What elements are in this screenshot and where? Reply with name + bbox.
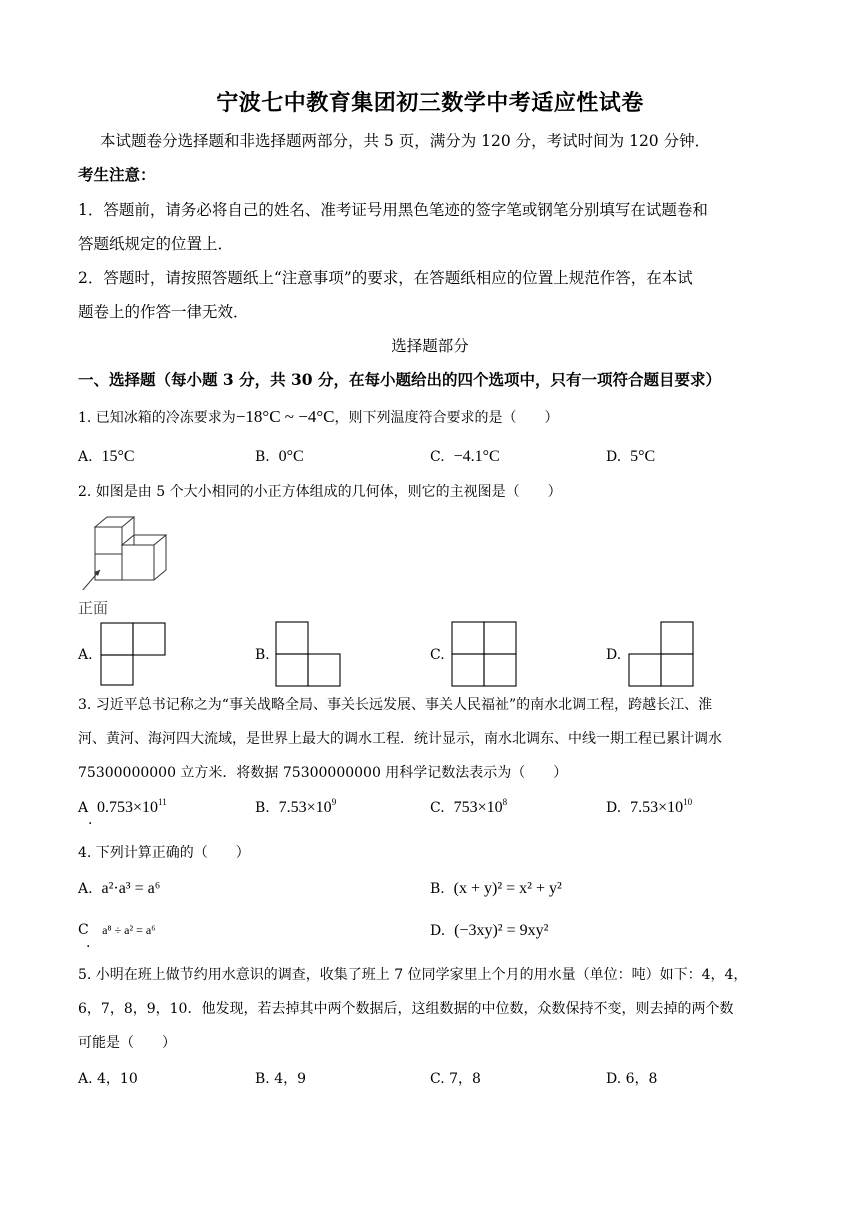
q1-option-d[interactable]: D. 5°C [606,448,656,465]
q2-option-a-label[interactable]: A. [78,647,93,663]
q5-option-c[interactable]: C. 7，8 [430,1071,481,1087]
q3-option-d[interactable]: D. $7.53\times 10^{10}$ [606,797,693,816]
question-5-line1: 5. 小明在班上做节约用水意识的调查，收集了班上 7 位同学家里上个月的用水量（单位：吨）如下：4，4， [78,967,748,983]
q2-option-d-figure[interactable] [628,621,696,687]
question-3-line1: 3. 习近平总书记称之为“事关战略全局、事关长远发展、事关人民福祉”的南水北调工程，跨越长江、淮 [78,697,713,713]
question-5-line2: 6，7，8，9，10．他发现，若去掉其中两个数据后，这组数据的中位数，众数保持不变，则去掉的两个数 [78,1001,734,1017]
notice-1-line1: 1．答题前，请务必将自己的姓名、准考证号用黑色笔迹的签字笔或钢笔分别填写在试题卷和 [78,201,708,219]
option-dot: . [86,935,91,951]
q3-option-b[interactable]: B. $7.53\times 10^9$ [255,797,337,816]
q2-option-d-label[interactable]: D. [606,647,622,663]
q5-option-a[interactable]: A. 4，10 [78,1071,138,1087]
question-5-line3: 可能是（ ） [78,1035,176,1051]
q2-option-b-label[interactable]: B. [255,647,270,663]
section-title: 选择题部分 [391,337,469,355]
notice-heading: 考生注意： [78,165,156,184]
question-4: 4. 下列计算正确的（ ） [78,845,250,861]
q4-option-d[interactable]: D. (−3xy)² = 9xy² [430,922,549,939]
question-3-line3: 75300000000 立方米．将数据 75300000000 用科学记数法表示为（ ） [78,765,568,781]
q4-option-b[interactable]: B. (x + y)² = x² + y² [430,880,562,897]
notice-2-line2: 题卷上的作答一律无效． [78,303,249,321]
q5-option-d[interactable]: D. 6，8 [606,1071,658,1087]
question-2: 2. 如图是由 5 个大小相同的小正方体组成的几何体，则它的主视图是（ ） [78,484,562,500]
option-dot: . [88,812,93,828]
q4-option-c[interactable]: C a⁸ ÷ a² = a⁶ [78,922,156,938]
notice-1-line2: 答题纸规定的位置上． [78,235,234,253]
q2-option-b-figure[interactable] [275,621,343,687]
q2-option-a-figure[interactable] [100,621,166,687]
cube-stack-figure [78,506,178,590]
q1-prefix: 1. 已知冰箱的冷冻要求为 [78,410,236,426]
q1-suffix: ，则下列温度符合要求的是（ ） [334,410,559,426]
part-heading: 一、选择题（每小题 3 分，共 30 分，在每小题给出的四个选项中，只有一项符合题目要求） [78,370,721,389]
q2-option-c-label[interactable]: C. [430,647,445,663]
question-1 [78,407,558,427]
q1-option-b[interactable]: B. 0°C [255,448,304,465]
question-3-line2: 河、黄河、海河四大流域，是世界上最大的调水工程．统计显示，南水北调东、中线一期工程已累计调水 [78,731,722,747]
notice-2-line1: 2．答题时，请按照答题纸上“注意事项”的要求，在答题纸相应的位置上规范作答，在本试 [78,269,693,287]
q5-option-b[interactable]: B. 4，9 [255,1071,307,1087]
front-view-label: 正面 [78,599,109,617]
q3-option-a[interactable]: A $0.753\times 10^{11}$ [78,797,167,816]
q4-option-a[interactable]: A. a²·a³ = a⁶ [78,880,161,897]
q2-option-c-figure[interactable] [451,621,519,687]
intro-text: 本试题卷分选择题和非选择题两部分，共 5 页，满分为 120 分，考试时间为 120 分钟． [100,132,711,150]
page-title: 宁波七中教育集团初三数学中考适应性试卷 [216,90,644,116]
q1-option-c[interactable]: C. −4.1°C [430,448,500,465]
q1-range: −18°C ~ −4°C [235,407,335,426]
q1-option-a[interactable]: A. 15°C [78,448,135,465]
q3-option-c[interactable]: C. $753\times 10^8$ [430,797,508,816]
